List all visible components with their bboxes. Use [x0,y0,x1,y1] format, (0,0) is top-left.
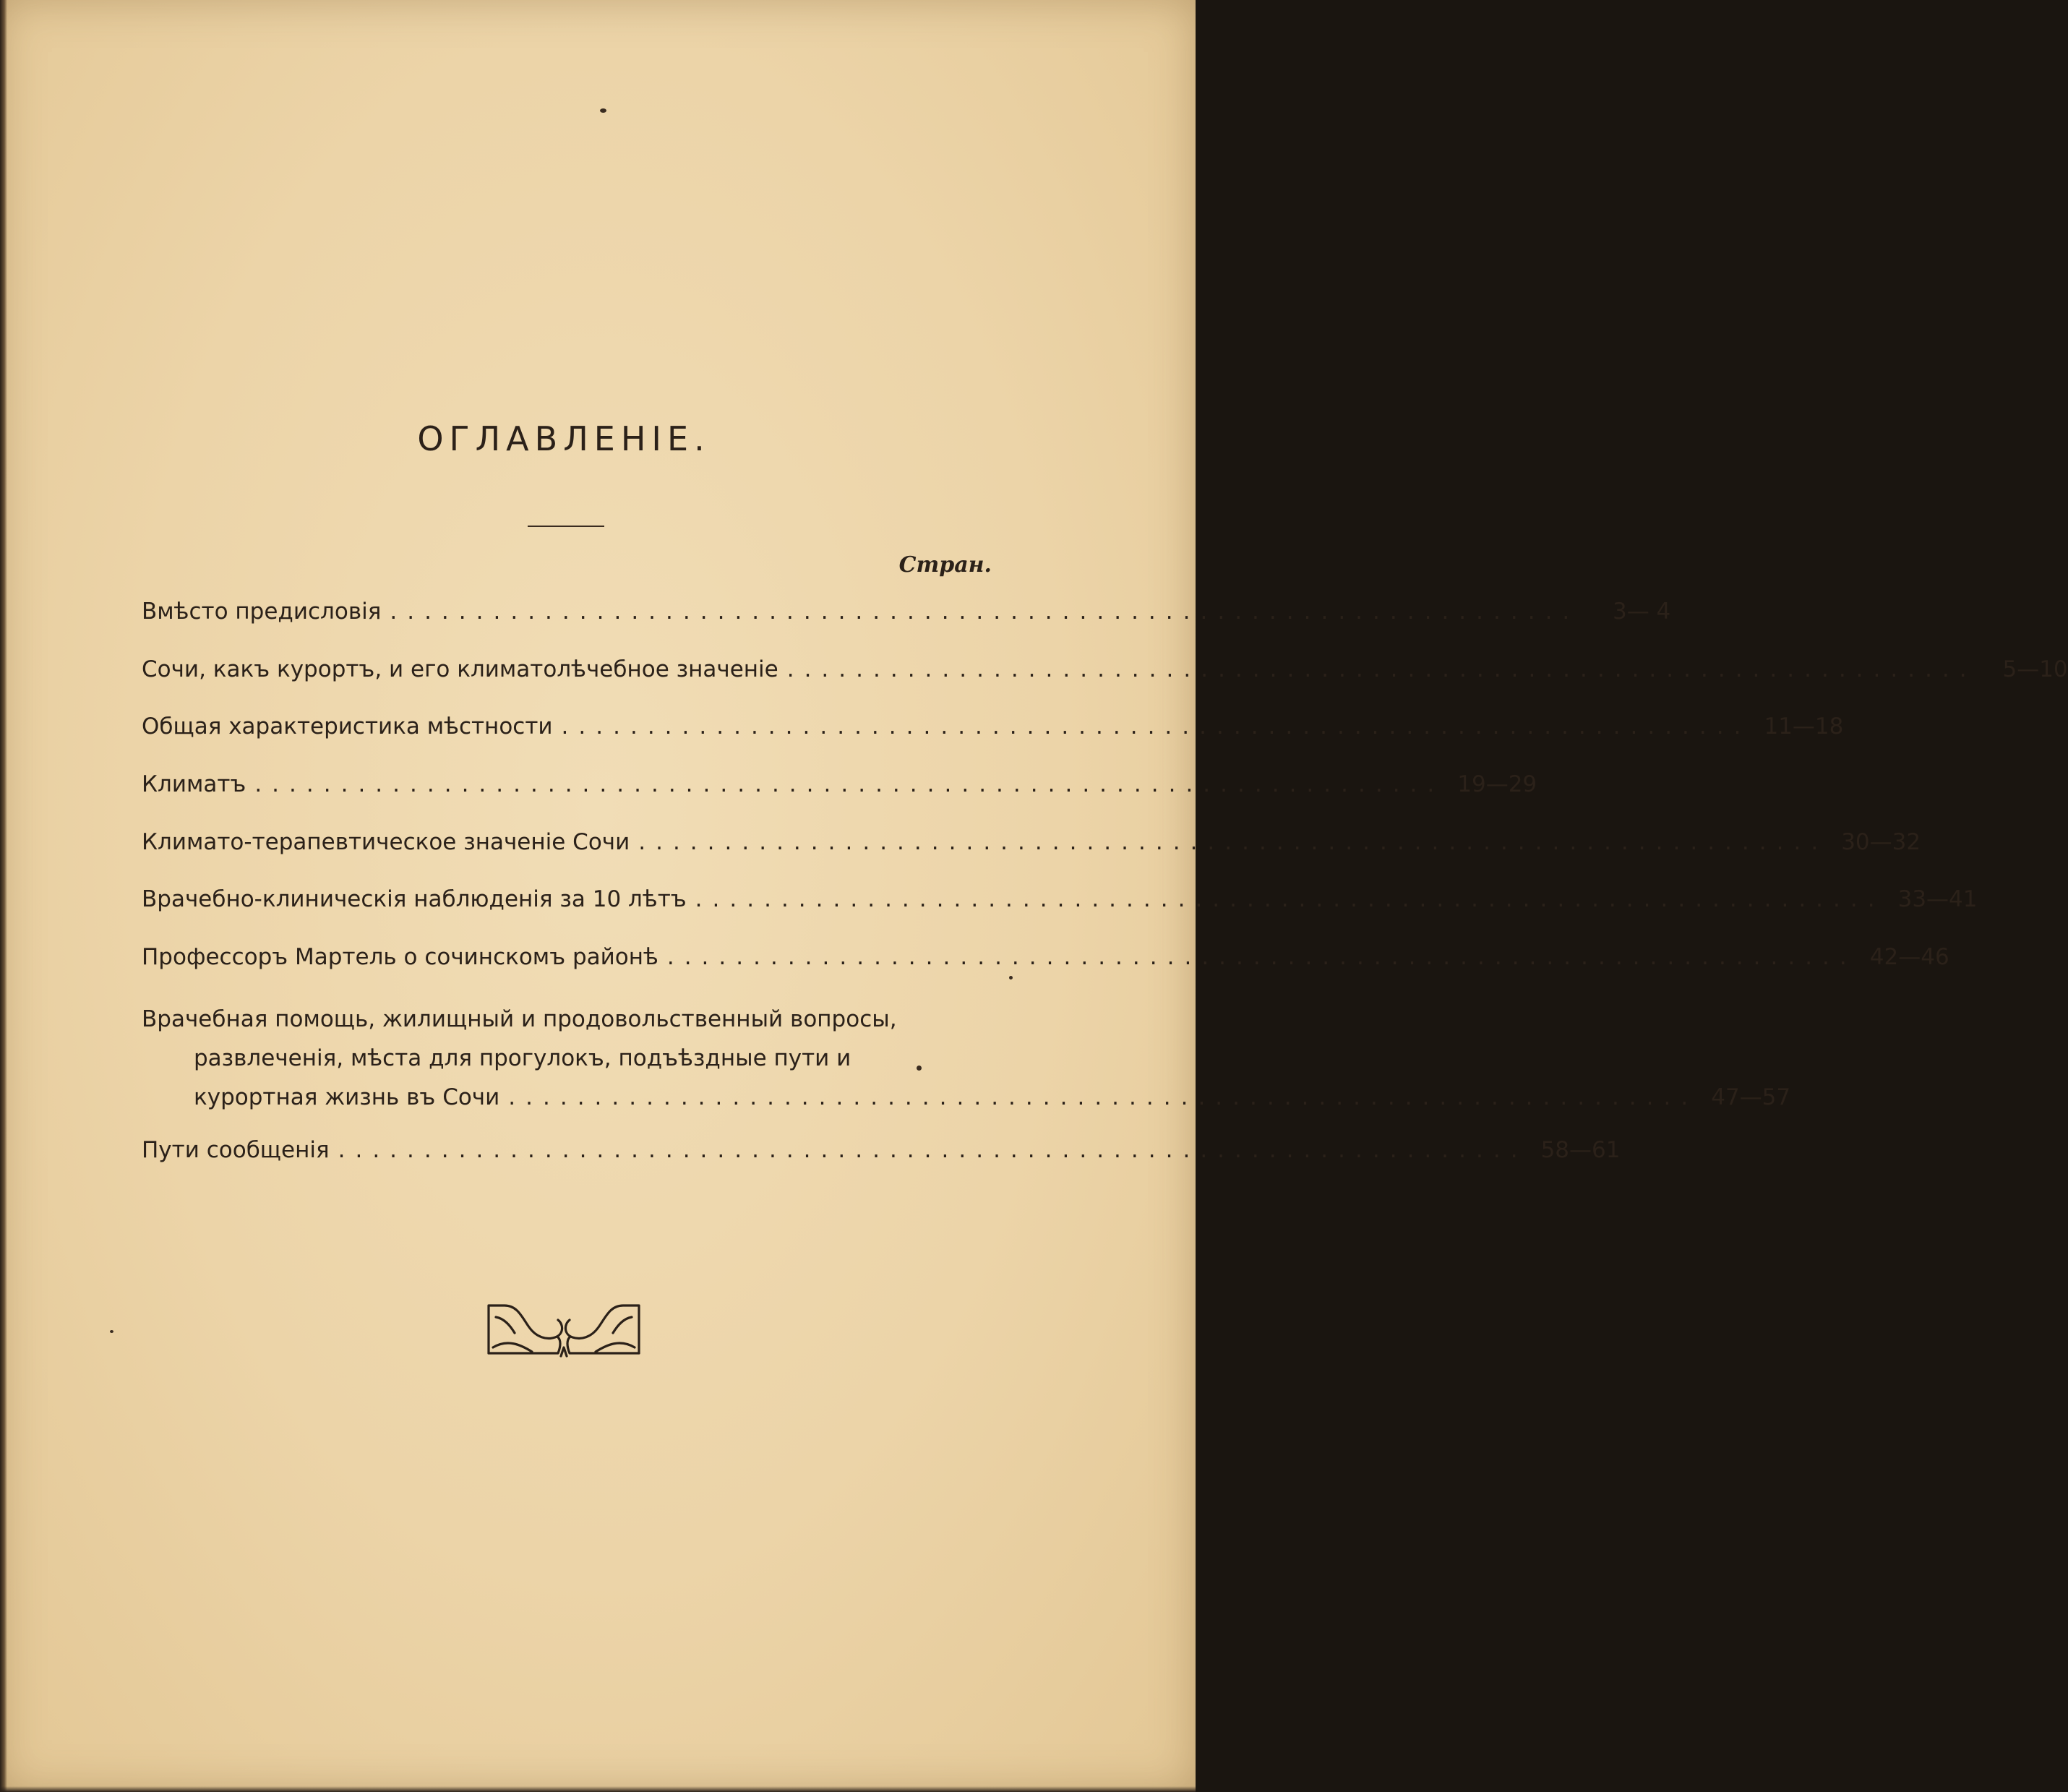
toc-entry [142,712,1844,741]
toc-entry-title: Профессоръ Мартель о сочинскомъ районѣ [142,944,658,970]
toc-entry-title-line: курортная жизнь въ Сочи [194,1084,500,1110]
dot-leader: ..................................................................... [666,944,1857,970]
toc-entry-pages: 33—41 [1897,886,1978,912]
toc-entry [142,1136,1621,1165]
toc-entry [142,885,1978,914]
pages-column-label: Стран. [898,552,992,578]
ink-speck [600,108,606,113]
page-edge-left [0,0,7,1792]
page-title: ОГЛАВЛЕНІЕ. [417,419,711,458]
toc-entry [142,597,1671,626]
toc-entry [142,943,1949,972]
toc-entry-title: Вмѣсто предисловія [142,599,382,625]
toc-entry [142,828,1921,857]
ink-speck [110,1330,113,1333]
toc-entry-pages: 19—29 [1457,771,1537,797]
toc-entry-title: Климатъ [142,771,246,797]
toc-entry-pages: 5—10 [2002,656,2068,682]
toc-entry-title: Пути сообщенія [142,1137,330,1163]
dot-leader: ..................................................................... [786,656,1977,682]
toc-entry [142,655,2068,684]
dot-leader: ..................................................................... [254,771,1445,797]
toc-entry-pages: 42—46 [1869,944,1949,970]
toc-entry-pages: 47—57 [1711,1084,1791,1110]
toc-entry [142,770,1537,799]
toc-entry-title-line: Врачебная помощь, жилищный и продовольственный вопросы, [142,1006,897,1032]
page-edge-bottom [0,1786,1196,1792]
toc-entry-title: Общая характеристика мѣстности [142,713,553,739]
toc-entry-pages: 3— 4 [1612,599,1671,625]
toc-entry-pages: 11—18 [1764,713,1844,739]
dot-leader: ..................................................................... [638,829,1829,855]
title-divider [528,526,604,527]
toc-entry-multiline [142,1000,1791,1117]
dot-leader: ..................................................................... [695,886,1885,912]
toc-entry-title: Врачебно-клиническія наблюденія за 10 лѣтъ [142,886,687,912]
art-nouveau-ornament-icon [486,1295,642,1360]
toc-entry-title: Климато-терапевтическое значеніе Сочи [142,829,630,855]
dot-leader: ..................................................................... [338,1137,1528,1163]
dot-leader: ..................................................................... [508,1084,1699,1110]
toc-entry-title-line: развлеченія, мѣста для прогулокъ, подъѣздные пути и [194,1045,851,1071]
ink-speck [1009,976,1013,979]
toc-entry-title: Сочи, какъ курортъ, и его климатолѣчебное значеніе [142,656,778,682]
dot-leader: ..................................................................... [561,713,1751,739]
toc-entry-pages: 58—61 [1540,1137,1621,1163]
toc-entry-pages: 30—32 [1841,829,1921,855]
dot-leader: ..................................................................... [390,599,1580,625]
